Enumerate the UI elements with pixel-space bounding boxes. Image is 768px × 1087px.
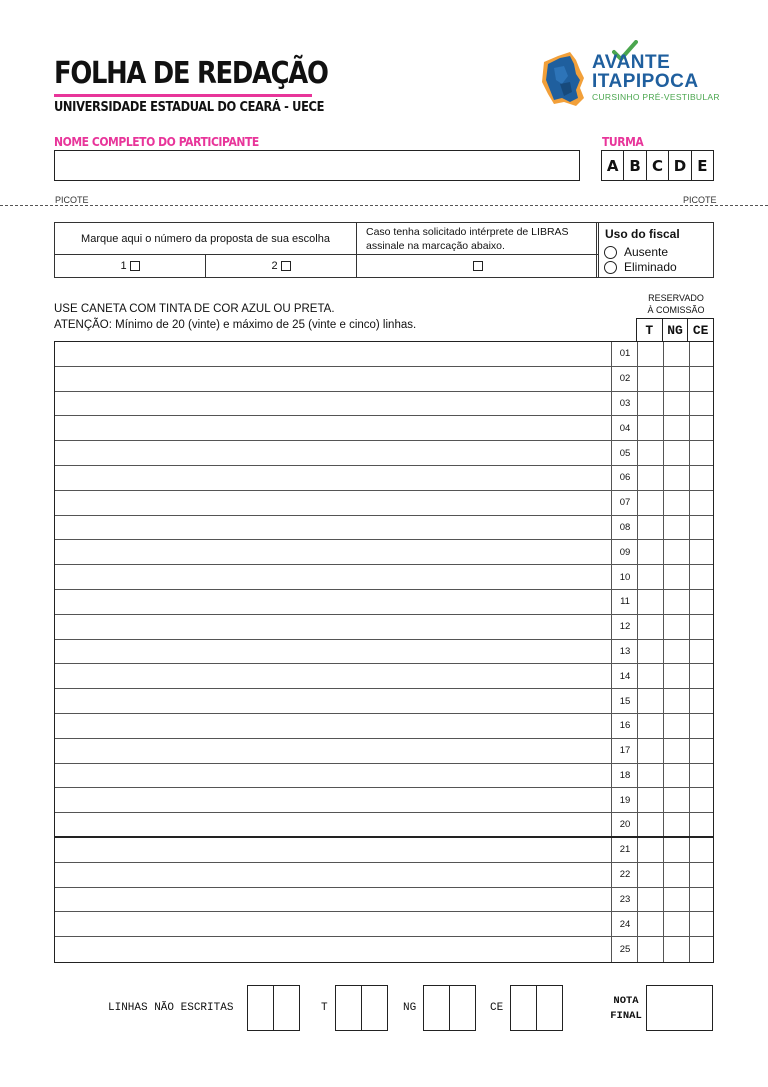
writing-line[interactable]	[55, 565, 713, 590]
libras-checkbox-icon[interactable]	[473, 261, 483, 271]
writing-line[interactable]	[55, 788, 713, 813]
line-number: 14	[611, 664, 638, 688]
t-score-cell	[637, 664, 638, 688]
t-score-cell	[637, 764, 638, 788]
reserved-line1: RESERVADO	[648, 293, 704, 303]
t-score-cell	[637, 367, 638, 391]
ce-score-cell	[689, 888, 690, 912]
line-number: 10	[611, 565, 638, 589]
page-title: FOLHA DE REDAÇÃO	[54, 56, 328, 91]
instruction-lines: ATENÇÃO: Mínimo de 20 (vinte) e máximo de 25 (vinte e cinco) linhas.	[54, 319, 417, 331]
ce-label: CE	[490, 1002, 504, 1014]
writing-line[interactable]	[55, 615, 713, 640]
ng-score-cell	[663, 540, 664, 564]
t-score-cell	[637, 590, 638, 614]
t-score-cell	[637, 888, 638, 912]
t-score-box[interactable]	[335, 985, 388, 1031]
t-score-cell	[637, 392, 638, 416]
line-number: 01	[611, 342, 638, 366]
ng-score-cell	[663, 615, 664, 639]
writing-line[interactable]	[55, 813, 713, 838]
line-number: 07	[611, 491, 638, 515]
logo-text-itapipoca: ITAPIPOCA	[592, 71, 699, 92]
writing-line[interactable]	[55, 863, 713, 888]
ng-score-cell	[663, 342, 664, 366]
ce-score-cell	[689, 714, 690, 738]
ng-score-cell	[663, 367, 664, 391]
ng-score-cell	[663, 813, 664, 836]
ce-score-cell	[689, 689, 690, 713]
header-ng: NG	[663, 319, 689, 341]
t-score-cell	[637, 788, 638, 812]
ce-score-cell	[689, 863, 690, 887]
t-score-cell	[637, 516, 638, 540]
writing-line[interactable]	[55, 888, 713, 913]
fiscal-box	[596, 222, 714, 278]
ng-score-cell	[663, 441, 664, 465]
ce-score-cell	[689, 516, 690, 540]
line-number: 16	[611, 714, 638, 738]
ng-score-box[interactable]	[423, 985, 476, 1031]
writing-line[interactable]	[55, 590, 713, 615]
checkbox-icon[interactable]	[281, 261, 291, 271]
line-number: 11	[611, 590, 638, 614]
proposta-table	[54, 222, 599, 278]
line-number: 20	[611, 813, 638, 836]
instruction-pen: USE CANETA COM TINTA DE COR AZUL OU PRETA.	[54, 303, 335, 315]
line-number: 06	[611, 466, 638, 490]
ng-score-cell	[663, 863, 664, 887]
ce-score-cell	[689, 392, 690, 416]
ce-score-cell	[689, 590, 690, 614]
nota-line1: NOTA	[613, 995, 639, 1007]
title-underline	[54, 94, 312, 97]
linhas-nao-escritas-label: LINHAS NÃO ESCRITAS	[108, 1002, 234, 1014]
picote-right: PICOTE	[683, 195, 717, 205]
turma-option-d[interactable]: D	[669, 151, 691, 180]
turma-label: TURMA	[602, 135, 644, 149]
t-label: T	[321, 1002, 328, 1014]
writing-line[interactable]	[55, 540, 713, 565]
turma-option-e[interactable]: E	[697, 156, 708, 175]
line-number: 25	[611, 937, 638, 962]
writing-line[interactable]	[55, 838, 713, 863]
t-score-cell	[637, 491, 638, 515]
ce-score-cell	[689, 664, 690, 688]
line-number: 05	[611, 441, 638, 465]
writing-line[interactable]	[55, 664, 713, 689]
line-number: 12	[611, 615, 638, 639]
linhas-nao-escritas-box[interactable]	[247, 985, 300, 1031]
reserved-line2: À COMISSÃO	[647, 305, 705, 315]
line-number: 23	[611, 888, 638, 912]
line-number: 19	[611, 788, 638, 812]
turma-selector	[601, 150, 714, 181]
t-score-cell	[637, 813, 638, 836]
writing-line[interactable]	[55, 367, 713, 392]
line-number: 15	[611, 689, 638, 713]
writing-line[interactable]	[55, 416, 713, 441]
ng-score-cell	[663, 739, 664, 763]
fiscal-title: Uso do fiscal	[605, 227, 680, 241]
fiscal-option-ausente[interactable]	[604, 245, 668, 259]
turma-option-a[interactable]: A	[602, 151, 624, 180]
ng-score-cell	[663, 392, 664, 416]
ce-score-cell	[689, 739, 690, 763]
proposta-option-2[interactable]	[206, 255, 357, 277]
writing-line[interactable]	[55, 441, 713, 466]
ce-score-cell	[689, 912, 690, 936]
ce-score-box[interactable]	[510, 985, 563, 1031]
logo-text-avante: AVANTE	[592, 52, 671, 73]
ce-score-cell	[689, 540, 690, 564]
fiscal-option-label: Eliminado	[624, 260, 677, 274]
ce-score-cell	[689, 838, 690, 862]
turma-option-b[interactable]: B	[624, 151, 646, 180]
checkbox-icon[interactable]	[130, 261, 140, 271]
libras-text: Caso tenha solicitado intérprete de LIBRAS assinale na marcação abaixo.	[366, 226, 569, 252]
name-field[interactable]	[54, 150, 580, 181]
line-number: 09	[611, 540, 638, 564]
t-score-cell	[637, 441, 638, 465]
t-score-cell	[637, 565, 638, 589]
t-score-cell	[637, 466, 638, 490]
ceara-map-logo-icon	[540, 48, 590, 108]
writing-line[interactable]	[55, 342, 713, 367]
radio-circle-icon[interactable]	[604, 246, 617, 259]
cut-line	[0, 205, 768, 206]
writing-line[interactable]	[55, 937, 713, 962]
ng-score-cell	[663, 466, 664, 490]
proposta-choose-cell	[55, 223, 357, 255]
ng-score-cell	[663, 590, 664, 614]
t-score-cell	[637, 689, 638, 713]
ng-score-cell	[663, 937, 664, 962]
ce-score-cell	[689, 342, 690, 366]
ce-score-cell	[689, 491, 690, 515]
ng-score-cell	[663, 565, 664, 589]
ce-score-cell	[689, 788, 690, 812]
writing-area	[54, 341, 714, 963]
proposta-choose-label: Marque aqui o número da proposta de sua escolha	[81, 232, 330, 245]
line-number: 21	[611, 838, 638, 862]
t-score-cell	[637, 342, 638, 366]
line-number: 22	[611, 863, 638, 887]
line-number: 24	[611, 912, 638, 936]
ce-score-cell	[689, 367, 690, 391]
picote-left: PICOTE	[55, 195, 89, 205]
writing-line[interactable]	[55, 640, 713, 665]
proposta-option-1[interactable]	[55, 255, 206, 277]
writing-line[interactable]	[55, 516, 713, 541]
line-number: 13	[611, 640, 638, 664]
ng-score-cell	[663, 491, 664, 515]
ng-score-cell	[663, 838, 664, 862]
turma-option-c[interactable]: C	[647, 151, 669, 180]
ce-score-cell	[689, 764, 690, 788]
header-ce: CE	[692, 322, 709, 338]
ng-score-cell	[663, 788, 664, 812]
logo-text-cursinho: CURSINHO PRÉ-VESTIBULAR	[592, 92, 720, 102]
t-score-cell	[637, 540, 638, 564]
line-number: 08	[611, 516, 638, 540]
ng-score-cell	[663, 912, 664, 936]
radio-circle-icon[interactable]	[604, 261, 617, 274]
header-t: T	[637, 319, 663, 341]
name-label: NOME COMPLETO DO PARTICIPANTE	[54, 135, 259, 149]
proposta-option-1-label: 1	[120, 260, 127, 272]
writing-line[interactable]	[55, 764, 713, 789]
ng-score-cell	[663, 714, 664, 738]
ce-score-cell	[689, 565, 690, 589]
writing-line[interactable]	[55, 392, 713, 417]
t-score-cell	[637, 615, 638, 639]
writing-line[interactable]	[55, 466, 713, 491]
t-score-cell	[637, 863, 638, 887]
commission-header	[636, 318, 714, 342]
libras-checkbox-cell[interactable]	[357, 255, 598, 277]
writing-line[interactable]	[55, 689, 713, 714]
t-score-cell	[637, 714, 638, 738]
line-number: 03	[611, 392, 638, 416]
ng-label: NG	[403, 1002, 417, 1014]
writing-line[interactable]	[55, 912, 713, 937]
ng-score-cell	[663, 640, 664, 664]
ce-score-cell	[689, 813, 690, 836]
nota-line2: FINAL	[610, 1010, 642, 1022]
line-number: 18	[611, 764, 638, 788]
t-score-cell	[637, 416, 638, 440]
nota-final-box[interactable]	[646, 985, 713, 1031]
writing-line[interactable]	[55, 714, 713, 739]
ng-score-cell	[663, 689, 664, 713]
t-score-cell	[637, 912, 638, 936]
ng-score-cell	[663, 664, 664, 688]
ce-score-cell	[689, 937, 690, 962]
t-score-cell	[637, 640, 638, 664]
ce-score-cell	[689, 441, 690, 465]
ng-score-cell	[663, 416, 664, 440]
ce-score-cell	[689, 640, 690, 664]
ce-score-cell	[689, 466, 690, 490]
ng-score-cell	[663, 888, 664, 912]
line-number: 17	[611, 739, 638, 763]
fiscal-option-label: Ausente	[624, 245, 669, 259]
t-score-cell	[637, 838, 638, 862]
proposta-option-2-label: 2	[271, 260, 278, 272]
writing-line[interactable]	[55, 739, 713, 764]
writing-line[interactable]	[55, 491, 713, 516]
reserved-label	[640, 292, 712, 316]
page-subtitle: UNIVERSIDADE ESTADUAL DO CEARÁ - UECE	[54, 100, 325, 115]
ce-score-cell	[689, 416, 690, 440]
ce-score-cell	[689, 615, 690, 639]
ng-score-cell	[663, 516, 664, 540]
fiscal-option-eliminado[interactable]	[604, 260, 677, 274]
t-score-cell	[637, 937, 638, 962]
nota-final-label	[600, 994, 652, 1024]
ng-score-cell	[663, 764, 664, 788]
libras-cell	[357, 223, 598, 255]
line-number: 02	[611, 367, 638, 391]
t-score-cell	[637, 739, 638, 763]
line-number: 04	[611, 416, 638, 440]
